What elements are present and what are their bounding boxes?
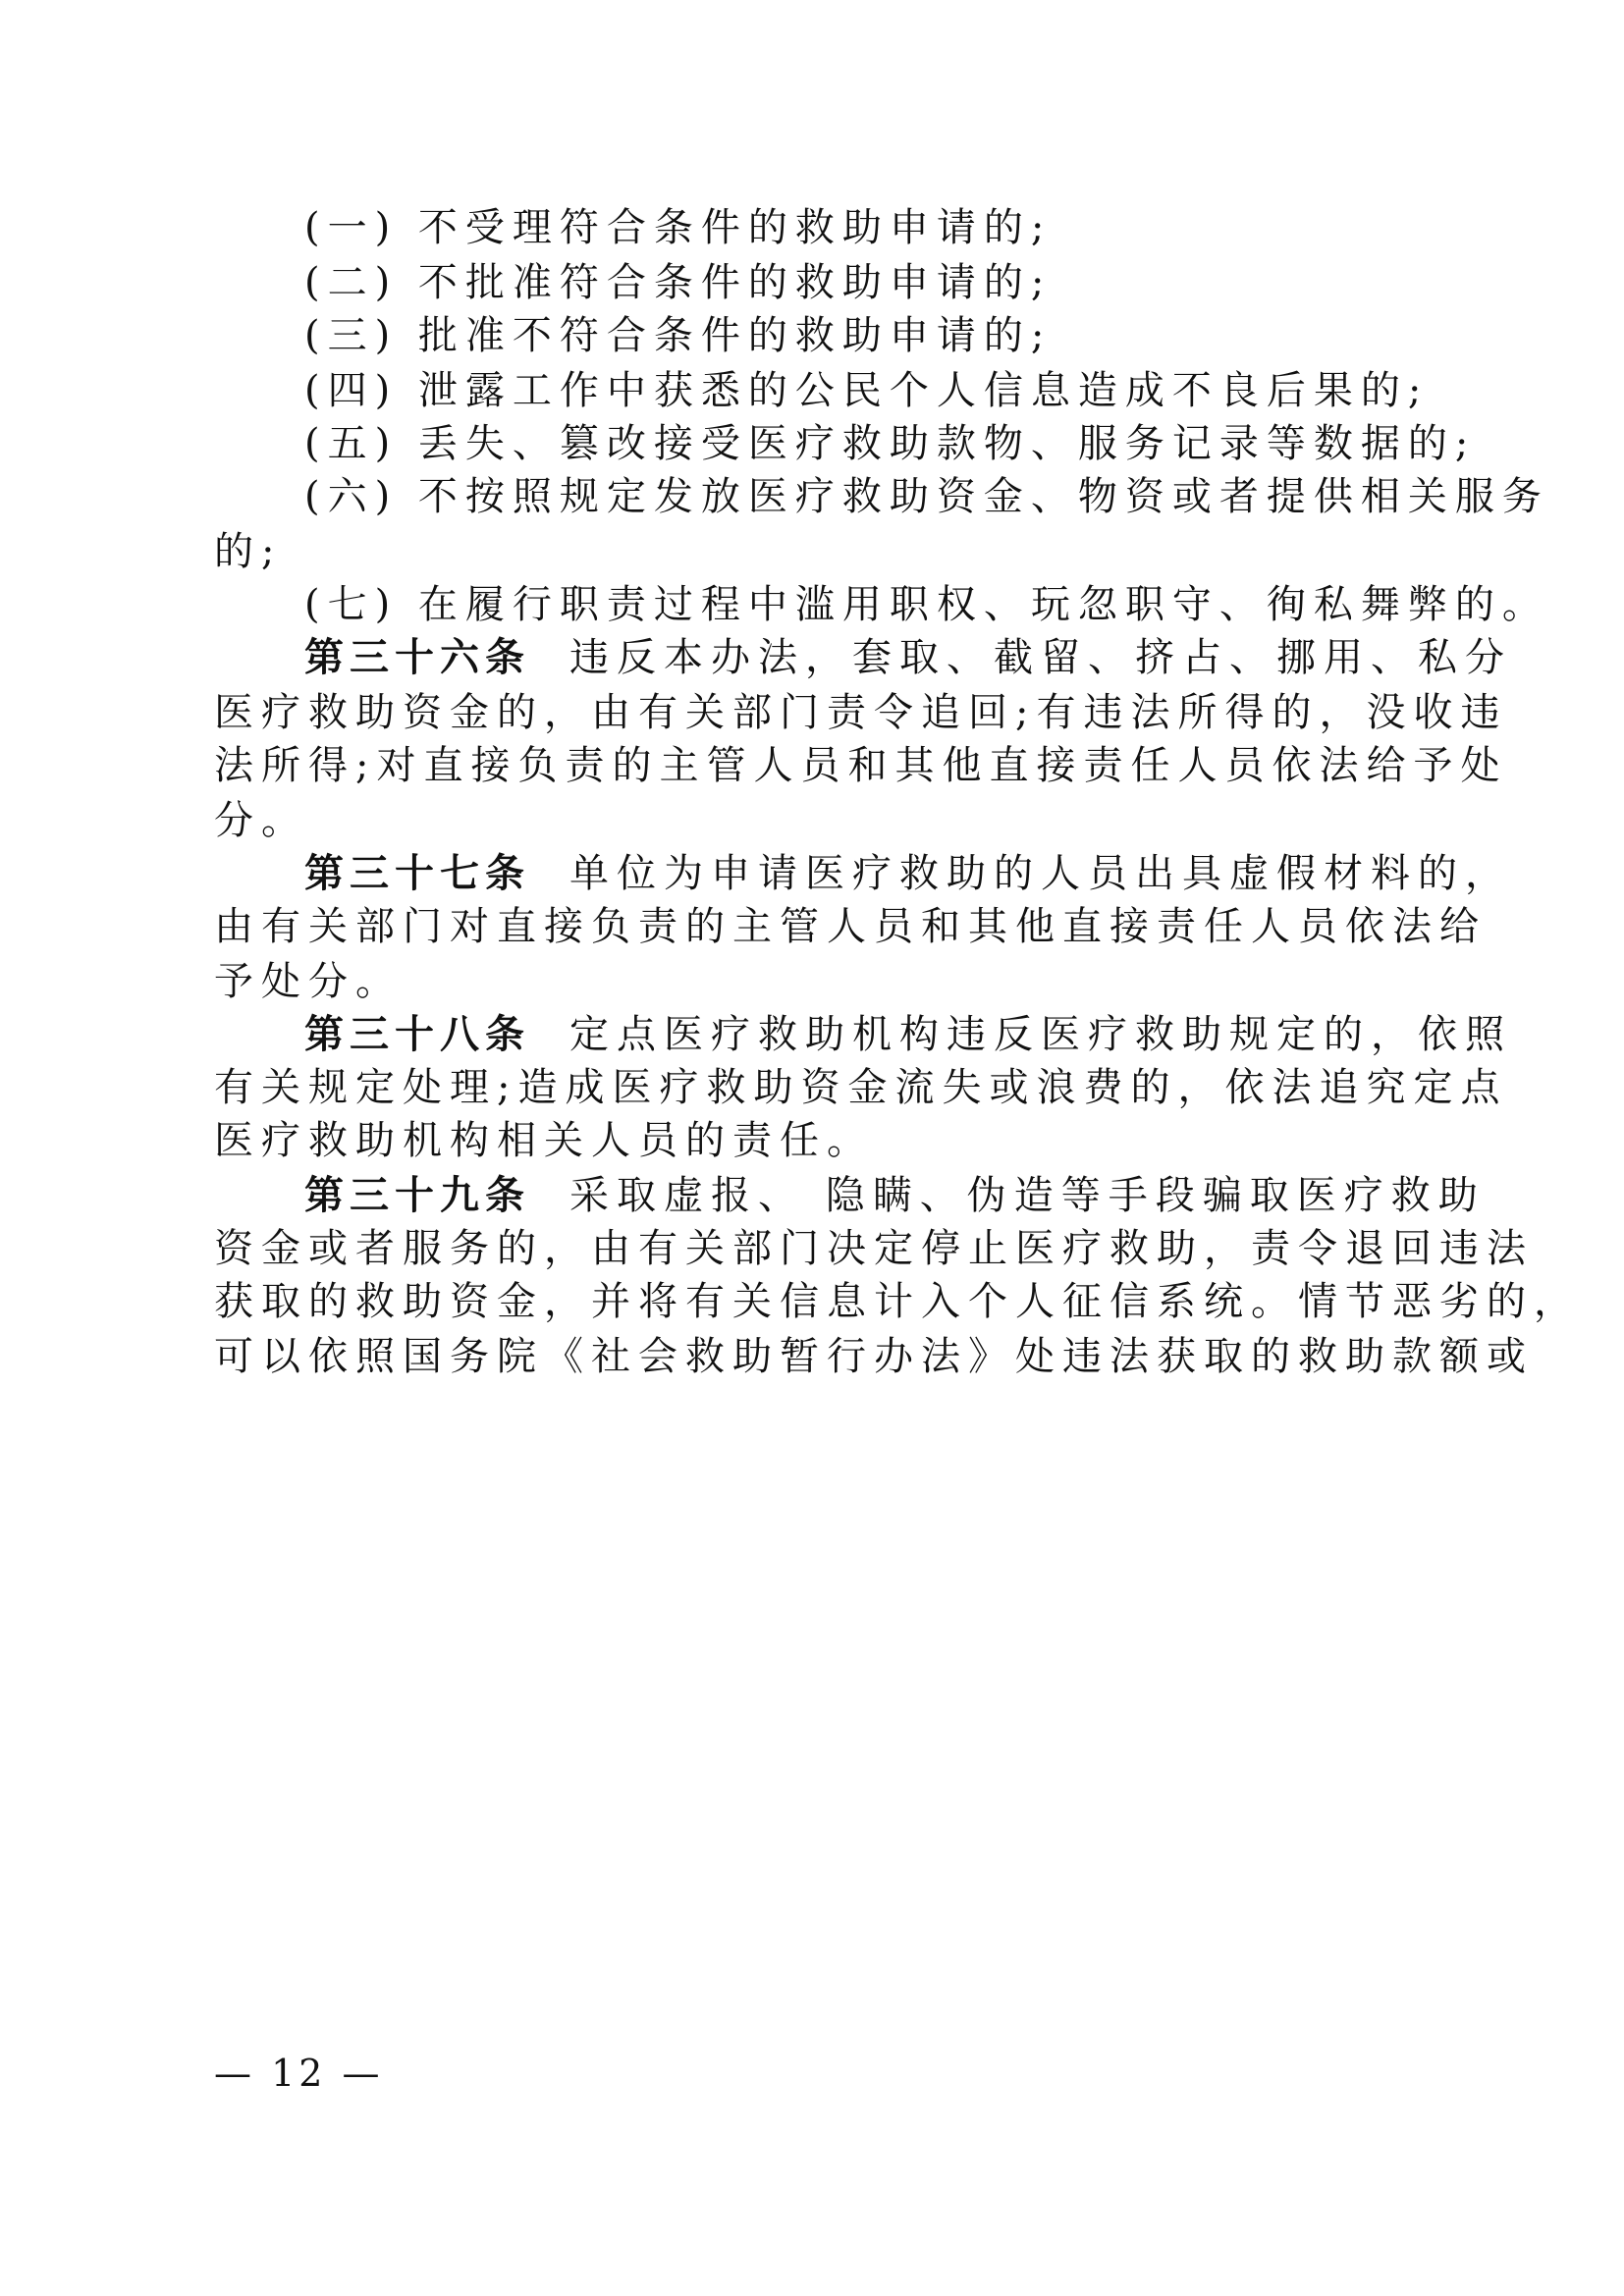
article-38-line-3: 医疗救助机构相关人员的责任。 bbox=[214, 1118, 874, 1163]
article-39-text: 采取虚报、 隐瞒、伪造等手段骗取医疗救助 bbox=[569, 1173, 1486, 1218]
list-item-3: (三) 批准不符合条件的救助申请的; bbox=[304, 313, 1053, 358]
article-36-heading: 第三十六条 bbox=[304, 634, 530, 680]
article-37-text: 单位为申请医疗救助的人员出具虚假材料的， bbox=[569, 851, 1512, 896]
article-36-line-3: 法所得;对直接负责的主管人员和其他直接责任人员依法给予处 bbox=[214, 743, 1508, 788]
article-38-first-line bbox=[304, 1011, 1512, 1057]
article-39-first-line bbox=[304, 1172, 1486, 1218]
article-38-line-2: 有关规定处理;造成医疗救助资金流失或浪费的，依法追究定点 bbox=[214, 1065, 1508, 1110]
article-36-line-4: 分。 bbox=[214, 798, 308, 843]
article-37-line-2: 由有关部门对直接负责的主管人员和其他直接责任人员依法给 bbox=[214, 904, 1487, 949]
article-39-heading: 第三十九条 bbox=[304, 1172, 530, 1218]
list-item-5: (五) 丢失、篡改接受医疗救助款物、服务记录等数据的; bbox=[304, 421, 1477, 466]
article-38-heading: 第三十八条 bbox=[304, 1011, 530, 1057]
article-39-line-2: 资金或者服务的，由有关部门决定停止医疗救助，责令退回违法 bbox=[214, 1226, 1534, 1271]
page-number: — 12 — bbox=[214, 2052, 384, 2095]
list-item-2: (二) 不批准符合条件的救助申请的; bbox=[304, 260, 1053, 305]
list-item-1: (一) 不受理符合条件的救助申请的; bbox=[304, 205, 1053, 250]
list-item-4: (四) 泄露工作中获悉的公民个人信息造成不良后果的; bbox=[304, 368, 1430, 413]
article-36-text: 违反本办法，套取、截留、挤占、挪用、私分 bbox=[569, 635, 1512, 680]
list-item-6: (六) 不按照规定发放医疗救助资金、物资或者提供相关服务 bbox=[304, 474, 1549, 519]
article-39-line-3: 获取的救助资金，并将有关信息计入个人征信系统。情节恶劣的， bbox=[214, 1279, 1581, 1324]
article-38-text: 定点医疗救助机构违反医疗救助规定的，依照 bbox=[569, 1012, 1512, 1057]
article-39-line-4: 可以依照国务院《社会救助暂行办法》处违法获取的救助款额或 bbox=[214, 1334, 1534, 1379]
article-37-heading: 第三十七条 bbox=[304, 850, 530, 896]
list-item-7: (七) 在履行职责过程中滥用职权、玩忽职守、徇私舞弊的。 bbox=[304, 582, 1549, 627]
article-37-line-3: 予处分。 bbox=[214, 959, 403, 1004]
article-37-first-line bbox=[304, 850, 1512, 896]
article-36-line-2: 医疗救助资金的，由有关部门责令追回;有违法所得的，没收违 bbox=[214, 690, 1508, 735]
list-item-6-continued: 的; bbox=[214, 529, 283, 574]
article-36-first-line bbox=[304, 634, 1512, 680]
